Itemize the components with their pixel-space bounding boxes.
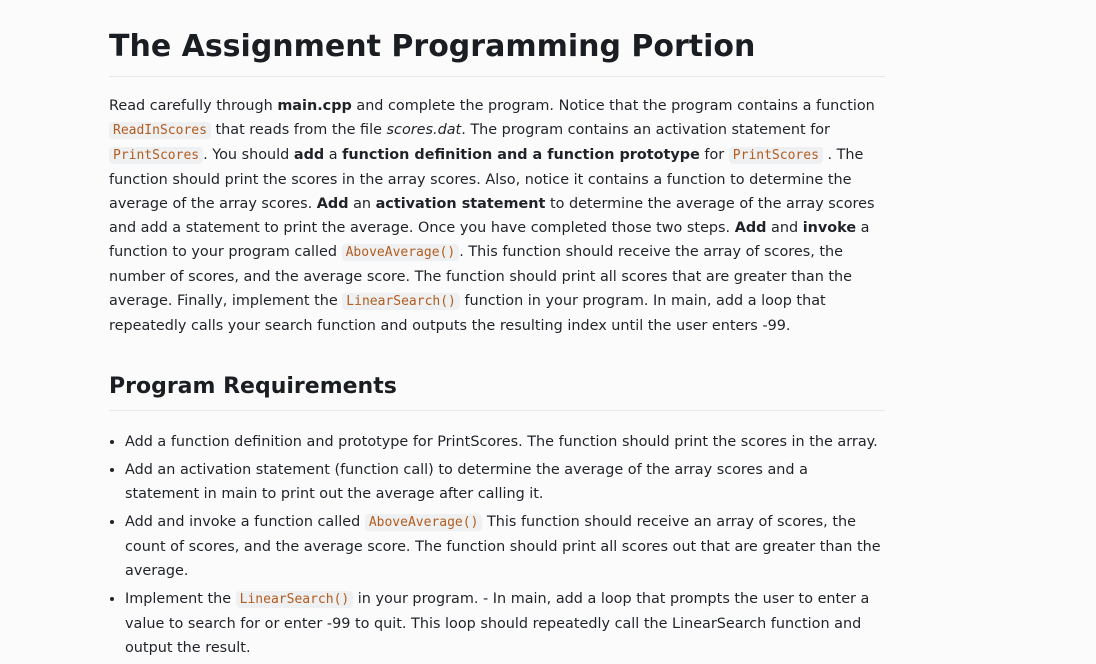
page-title: The Assignment Programming Portion xyxy=(109,28,885,77)
list-item-text: Add a function definition and prototype for PrintScores. The function should print the scores in the array. xyxy=(125,434,878,450)
intro-paragraph xyxy=(109,94,885,338)
document-content xyxy=(109,28,885,664)
list-item xyxy=(125,458,885,506)
intro-text: for xyxy=(699,147,729,163)
intro-bold: activation statement xyxy=(375,196,546,212)
list-item-text: This function should receive an array of scores, the count of scores, and the average score. The function should print all scores out that are greater than the average. xyxy=(125,514,881,579)
code-aboveaverage: AboveAverage() xyxy=(365,514,483,531)
intro-bold-filename: main.cpp xyxy=(277,98,352,114)
list-item xyxy=(125,587,885,660)
intro-bold: add xyxy=(293,147,325,163)
code-linearsearch: LinearSearch() xyxy=(342,293,460,310)
list-item-text: Add and invoke a function called xyxy=(125,514,365,530)
intro-text: to determine the average of the array scores and add a statement to print the average. Once you have completed those two steps. xyxy=(109,196,875,236)
intro-text: . The function should print the scores in the array scores. Also, notice it contains a function to determine the average of the array scores. xyxy=(109,147,864,212)
intro-italic-filename: scores.dat xyxy=(386,122,462,138)
intro-text: and xyxy=(766,220,803,236)
list-item xyxy=(125,510,885,583)
intro-text: Read carefully through xyxy=(109,98,278,114)
intro-text: a function to your program called xyxy=(109,220,870,260)
intro-bold: function definition and a function prototype xyxy=(342,147,700,163)
intro-text: and complete the program. Notice that the program contains a function xyxy=(351,98,875,114)
code-printscores: PrintScores xyxy=(729,147,823,164)
intro-text: an xyxy=(348,196,376,212)
intro-bold: invoke xyxy=(802,220,857,236)
intro-text: a xyxy=(324,147,343,163)
intro-text: . The program contains an activation statement for xyxy=(461,122,830,138)
code-printscores: PrintScores xyxy=(109,147,203,164)
intro-text: . This function should receive the array of scores, the number of scores, and the average score. The function should print all scores that are greater than the average. Finally, implement the xyxy=(109,244,853,309)
requirements-heading: Program Requirements xyxy=(109,372,885,411)
list-item-text: in your program. - In main, add a loop that prompts the user to enter a value to search for or enter -99 to quit. This loop should repeatedly call the LinearSearch function and output the result. xyxy=(125,591,870,656)
intro-text: . You should xyxy=(203,147,294,163)
intro-text: that reads from the file xyxy=(215,122,387,138)
code-readinscores: ReadInScores xyxy=(109,122,211,139)
code-aboveaverage: AboveAverage() xyxy=(342,244,460,261)
list-item xyxy=(125,430,885,454)
list-item-text: Implement the xyxy=(125,591,236,607)
intro-bold: Add xyxy=(316,196,349,212)
requirements-list xyxy=(109,430,885,660)
intro-text: function in your program. In main, add a loop that repeatedly calls your search function and outputs the resulting index until the user enters -99. xyxy=(109,293,826,334)
code-linearsearch: LinearSearch() xyxy=(236,591,354,608)
list-item-text: Add an activation statement (function call) to determine the average of the array scores and a statement in main to print out the average after calling it. xyxy=(125,462,808,502)
intro-bold: Add xyxy=(734,220,767,236)
